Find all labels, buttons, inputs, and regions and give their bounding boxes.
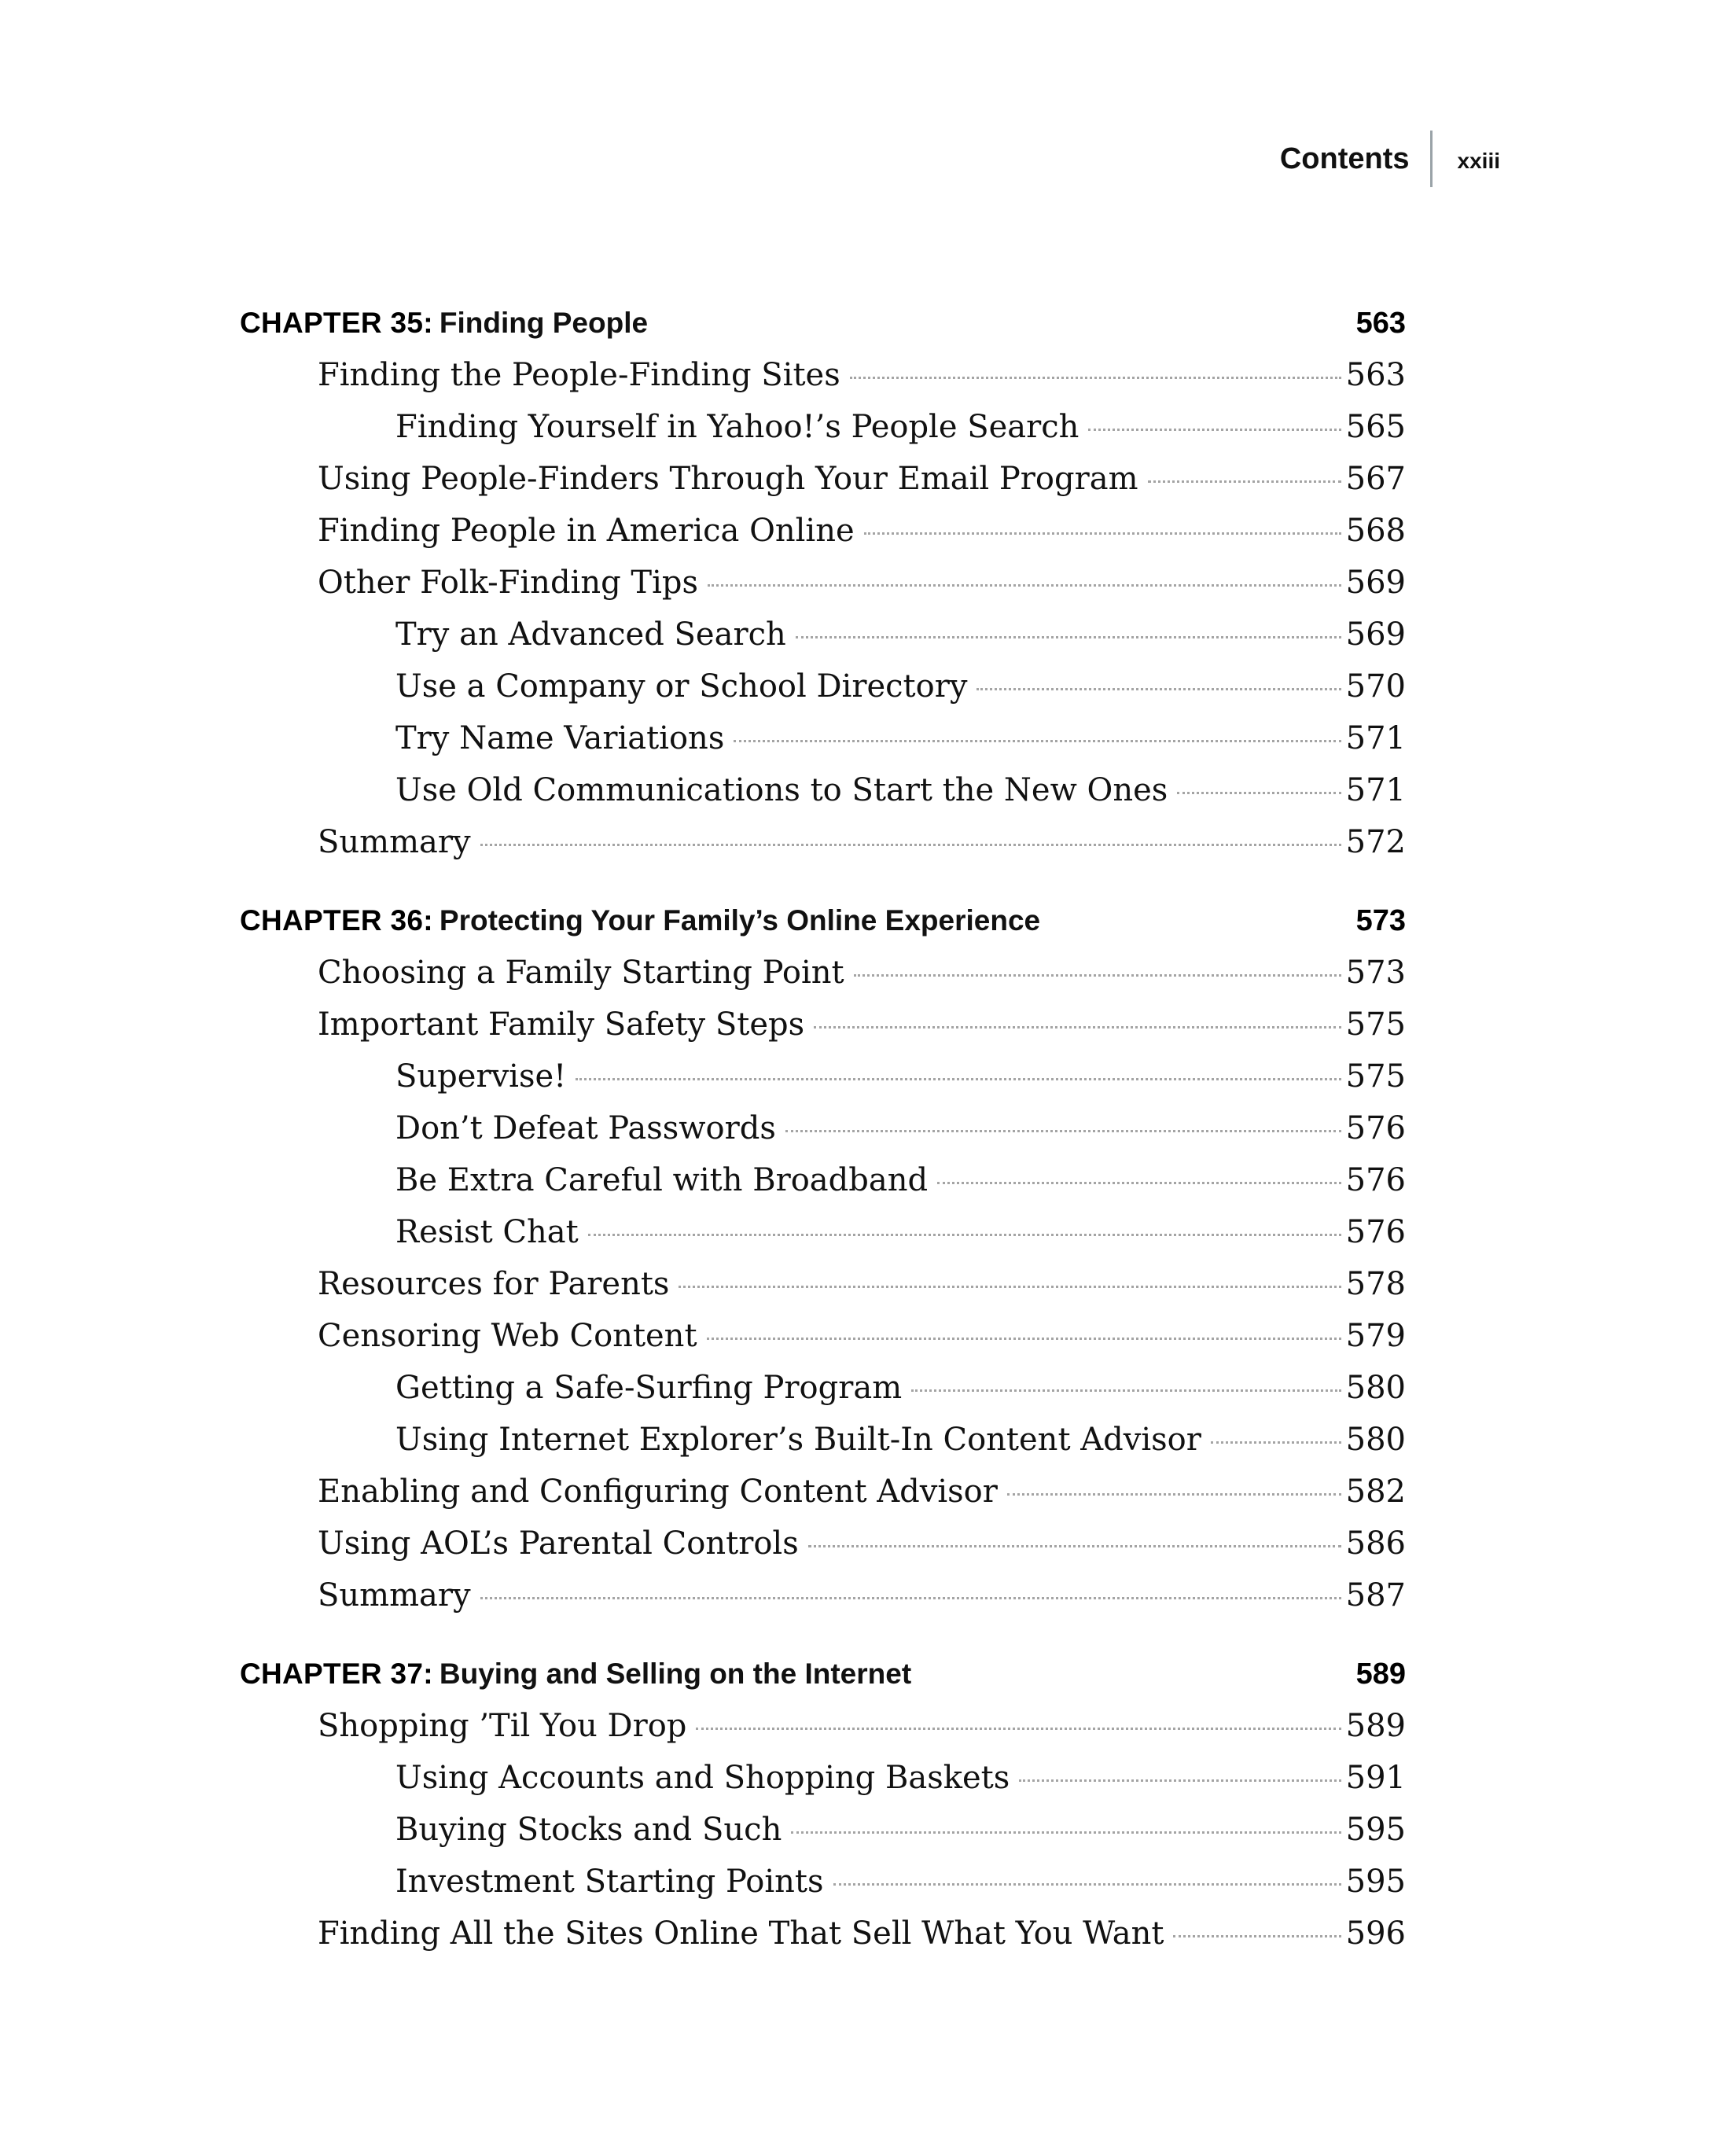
entry-page: 591 — [1345, 1760, 1406, 1796]
toc-entry[interactable] — [240, 1700, 1406, 1752]
dot-leader — [708, 584, 1341, 587]
dot-leader — [850, 377, 1341, 379]
entry-page: 569 — [1345, 616, 1406, 653]
dot-leader — [576, 1078, 1341, 1080]
chapter-title: Protecting Your Family’s Online Experience — [439, 904, 1041, 937]
dot-leader — [1007, 1493, 1341, 1496]
toc-entry[interactable] — [240, 1908, 1406, 1959]
chapter-37 — [240, 1648, 1406, 1959]
toc-entry[interactable] — [240, 999, 1406, 1051]
running-head — [1280, 131, 1500, 187]
toc-entry[interactable] — [240, 1258, 1406, 1310]
entry-title: Choosing a Family Starting Point — [318, 955, 844, 991]
chapter-heading[interactable] — [240, 297, 1406, 349]
entry-title: Use Old Communications to Start the New Ones — [395, 772, 1168, 808]
entry-title: Enabling and Configuring Content Advisor — [318, 1474, 998, 1510]
entry-page: 571 — [1345, 720, 1406, 756]
toc-entry[interactable] — [240, 349, 1406, 401]
toc-entry[interactable] — [240, 1856, 1406, 1908]
entry-page: 589 — [1345, 1708, 1406, 1744]
dot-leader — [854, 974, 1341, 977]
dot-leader — [480, 844, 1341, 846]
entry-title: Finding Yourself in Yahoo!’s People Search — [395, 409, 1079, 445]
dot-leader — [796, 636, 1341, 638]
toc-entry[interactable] — [240, 1310, 1406, 1362]
entry-title: Buying Stocks and Such — [395, 1812, 782, 1848]
chapter-heading[interactable] — [240, 895, 1406, 947]
entry-title: Use a Company or School Directory — [395, 668, 968, 705]
toc-entry[interactable] — [240, 1518, 1406, 1569]
toc-entry[interactable] — [240, 1414, 1406, 1466]
running-head-divider — [1430, 131, 1433, 187]
dot-leader — [791, 1831, 1341, 1834]
toc-entry[interactable] — [240, 609, 1406, 661]
dot-leader — [1148, 480, 1341, 483]
entry-page: 580 — [1345, 1422, 1406, 1458]
entry-page: 567 — [1345, 461, 1406, 497]
entry-title: Other Folk-Finding Tips — [318, 565, 699, 601]
dot-leader — [696, 1728, 1341, 1730]
entry-page: 571 — [1345, 772, 1406, 808]
dot-leader — [707, 1338, 1341, 1340]
entry-page: 572 — [1345, 824, 1406, 860]
toc-entry[interactable] — [240, 1466, 1406, 1518]
entry-page: 578 — [1345, 1266, 1406, 1302]
toc-entry[interactable] — [240, 453, 1406, 505]
entry-page: 573 — [1345, 955, 1406, 991]
entry-page: 575 — [1345, 1058, 1406, 1095]
entry-title: Using People-Finders Through Your Email Program — [318, 461, 1138, 497]
toc-entry[interactable] — [240, 1154, 1406, 1206]
toc-entry[interactable] — [240, 401, 1406, 453]
entry-title: Finding People in America Online — [318, 513, 855, 549]
toc-entry[interactable] — [240, 816, 1406, 868]
dot-leader — [1173, 1935, 1341, 1937]
chapter-36 — [240, 895, 1406, 1621]
entry-title: Try an Advanced Search — [395, 616, 786, 653]
dot-leader — [937, 1182, 1341, 1184]
toc-entry[interactable] — [240, 712, 1406, 764]
toc-entry[interactable] — [240, 1569, 1406, 1621]
dot-leader — [808, 1545, 1341, 1547]
toc-entry[interactable] — [240, 764, 1406, 816]
entry-title: Important Family Safety Steps — [318, 1006, 805, 1043]
toc-entry[interactable] — [240, 557, 1406, 609]
toc-entry[interactable] — [240, 661, 1406, 712]
dot-leader — [814, 1026, 1341, 1029]
dot-leader — [679, 1286, 1341, 1288]
entry-title: Shopping ’Til You Drop — [318, 1708, 687, 1744]
chapter-page: 589 — [1355, 1658, 1406, 1691]
chapter-label: CHAPTER 36: — [240, 904, 433, 937]
chapter-page: 563 — [1355, 307, 1406, 340]
dot-leader — [588, 1234, 1341, 1236]
entry-title: Using Internet Explorer’s Built-In Content Advisor — [395, 1422, 1201, 1458]
dot-leader — [833, 1883, 1341, 1886]
entry-page: 576 — [1345, 1162, 1406, 1198]
entry-title: Using AOL’s Parental Controls — [318, 1525, 799, 1562]
entry-title: Using Accounts and Shopping Baskets — [395, 1760, 1010, 1796]
chapter-heading[interactable] — [240, 1648, 1406, 1700]
entry-page: 576 — [1345, 1110, 1406, 1146]
chapter-label: CHAPTER 35: — [240, 307, 433, 339]
dot-leader — [977, 688, 1341, 690]
toc-entry[interactable] — [240, 1102, 1406, 1154]
entry-title: Summary — [318, 824, 471, 860]
entry-page: 570 — [1345, 668, 1406, 705]
running-head-title: Contents — [1279, 142, 1410, 175]
entry-page: 563 — [1345, 357, 1406, 393]
entry-page: 568 — [1345, 513, 1406, 549]
entry-title: Summary — [318, 1577, 471, 1614]
entry-page: 565 — [1345, 409, 1406, 445]
dot-leader — [1211, 1441, 1341, 1444]
entry-title: Try Name Variations — [395, 720, 725, 756]
chapter-title: Finding People — [439, 307, 649, 339]
entry-page: 595 — [1345, 1864, 1406, 1900]
dot-leader — [480, 1597, 1341, 1599]
entry-page: 586 — [1345, 1525, 1406, 1562]
entry-title: Investment Starting Points — [395, 1864, 824, 1900]
entry-page: 575 — [1345, 1006, 1406, 1043]
entry-page: 582 — [1345, 1474, 1406, 1510]
entry-page: 596 — [1345, 1915, 1406, 1952]
dot-leader — [785, 1130, 1341, 1132]
toc-entry[interactable] — [240, 1206, 1406, 1258]
dot-leader — [1177, 792, 1341, 794]
entry-title: Supervise! — [395, 1058, 567, 1095]
entry-page: 579 — [1345, 1318, 1406, 1354]
dot-leader — [1088, 429, 1341, 431]
dot-leader — [864, 532, 1341, 535]
page-number: xxiii — [1457, 149, 1500, 173]
dot-leader — [1019, 1779, 1341, 1782]
entry-title: Censoring Web Content — [318, 1318, 697, 1354]
entry-title: Getting a Safe-Surfing Program — [395, 1370, 903, 1406]
chapter-page: 573 — [1355, 904, 1406, 937]
entry-title: Resources for Parents — [318, 1266, 670, 1302]
entry-title: Don’t Defeat Passwords — [395, 1110, 776, 1146]
chapter-35 — [240, 297, 1406, 868]
entry-page: 576 — [1345, 1214, 1406, 1250]
toc-entry[interactable] — [240, 1362, 1406, 1414]
chapter-label: CHAPTER 37: — [240, 1658, 433, 1690]
entry-page: 580 — [1345, 1370, 1406, 1406]
dot-leader — [911, 1389, 1341, 1392]
entry-title: Resist Chat — [395, 1214, 579, 1250]
entry-page: 595 — [1345, 1812, 1406, 1848]
dot-leader — [734, 740, 1341, 742]
entry-page: 587 — [1345, 1577, 1406, 1614]
entry-title: Finding the People-Finding Sites — [318, 357, 840, 393]
chapter-title: Buying and Selling on the Internet — [439, 1658, 912, 1690]
table-of-contents — [240, 297, 1406, 1986]
toc-entry[interactable] — [240, 505, 1406, 557]
toc-entry[interactable] — [240, 1752, 1406, 1804]
entry-page: 569 — [1345, 565, 1406, 601]
toc-entry[interactable] — [240, 947, 1406, 999]
entry-title: Finding All the Sites Online That Sell What You Want — [318, 1915, 1164, 1952]
toc-entry[interactable] — [240, 1804, 1406, 1856]
toc-entry[interactable] — [240, 1051, 1406, 1102]
entry-title: Be Extra Careful with Broadband — [395, 1162, 929, 1198]
